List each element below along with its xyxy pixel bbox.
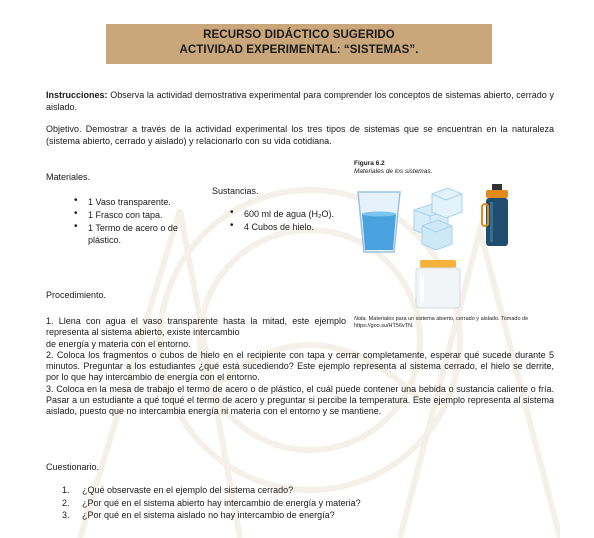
list-item: • 1 Termo de acero o de plástico.: [74, 222, 200, 246]
materials-figure: [354, 180, 530, 310]
instructions-paragraph: [46, 90, 554, 113]
figure-caption: Materiales de los sistemas.: [354, 168, 433, 175]
figure-note-label: Nota.: [354, 316, 368, 322]
ice-cubes-illustration: [414, 188, 462, 250]
substances-heading: Sustancias.: [212, 186, 259, 196]
document-title: [106, 24, 492, 64]
list-item: • 4 Cubos de hielo.: [230, 221, 360, 233]
questionnaire-list: [46, 484, 361, 522]
list-item: • 1 Frasco con tapa.: [74, 209, 200, 221]
procedure-step-1-cont: de energía y materia con el entorno.: [46, 338, 191, 349]
procedure-step-3: 3. Coloca en la mesa de trabajo el termo de acero o de plástico, el cuál puede contener una bebida o sustancia caliente o fría. Pasar a un estudiante a qué toqué el termo de acero y preguntar si percibe la temperatura. Este ejemplo representa al sistema aislado, puesto que no intercambia energía ni materia con el entorno y se mantiene.: [46, 383, 554, 417]
list-item: 1. ¿Qué observaste en el ejemplo del sistema cerrado?: [62, 485, 294, 495]
figure-number: Figura 6.2: [354, 160, 385, 167]
procedure-steps: [46, 316, 554, 418]
procedure-heading: Procedimiento.: [46, 290, 107, 300]
list-item: 2. ¿Por qué en el sistema abierto hay intercambio de energía y materia?: [62, 497, 361, 508]
list-item: • 600 ml de agua (H₂O).: [230, 208, 360, 220]
thermos-illustration: [482, 184, 508, 246]
list-item: • 1 Vaso transparente.: [74, 196, 200, 208]
procedure-step-2: 2. Coloca los fragmentos o cubos de hielo en el recipiente con tapa y cerrar completamente, esperar qué sucede durante 5 minutos. Preguntar a los estudiantes ¿qué está sucediendo? Este ejemplo representa al sistema cerrado, el hielo se derrite, por lo que hay intercambio de energía con el entorno.: [46, 349, 554, 383]
instructions-label: Instrucciones:: [46, 90, 108, 100]
figure-note-text: Materiales para un sistema abierto, cerrado y aislado. Tomado de https://goo.su/HT56vTN.: [354, 316, 529, 329]
materials-list: [74, 196, 200, 247]
jar-illustration: [416, 260, 460, 308]
procedure-step-1: 1. Llena con agua el vaso transparente hasta la mitad, este ejemplo representa al sistema abierto, existe intercambio: [46, 316, 346, 338]
glass-illustration: [358, 192, 400, 252]
figure-label: [354, 160, 432, 176]
list-item: 3. ¿Por qué en el sistema aislado no hay intercambio de energía?: [62, 510, 335, 520]
materials-heading: Materiales.: [46, 172, 91, 182]
questionnaire-heading: Cuestionario.: [46, 462, 100, 472]
substances-list: [230, 208, 360, 234]
instructions-text: Observa la actividad demostrativa experimental para comprender los conceptos de sistemas abierto, cerrado y aislado.: [46, 90, 554, 112]
objective-paragraph: Objetivo. Demostrar a través de la actividad experimental los tres tipos de sistemas que se encuentran en la naturaleza (sistema abierto, cerrado y aislado) y relacionarlo con su vida cotidiana.: [46, 124, 554, 146]
title-line-1: RECURSO DIDÁCTICO SUGERIDO: [203, 29, 395, 41]
title-line-2: ACTIVIDAD EXPERIMENTAL: “SISTEMAS”.: [179, 44, 419, 56]
